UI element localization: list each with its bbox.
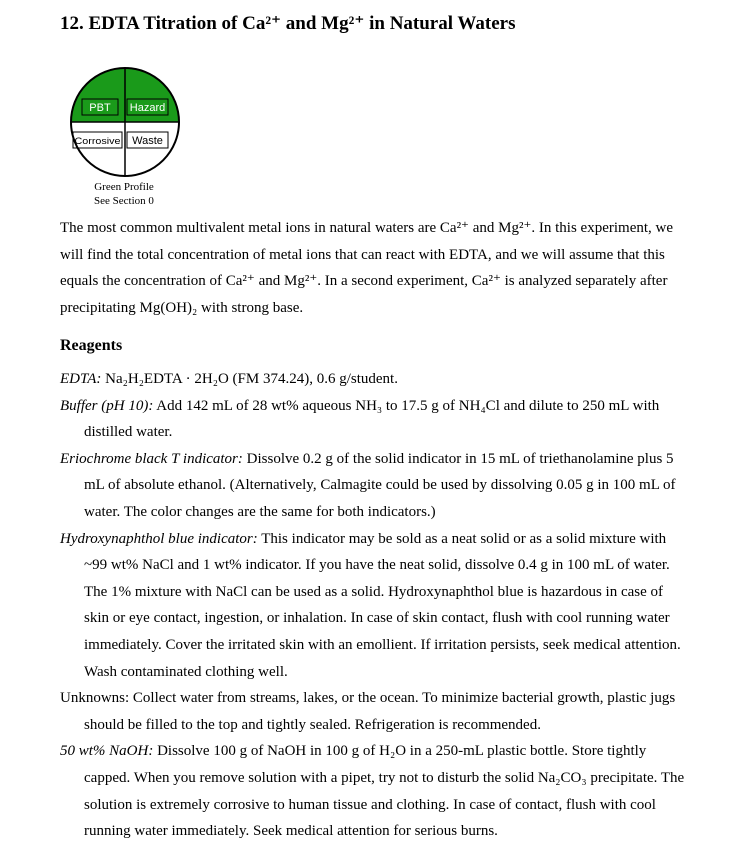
quadrant-label-waste: Waste (132, 135, 163, 147)
reagent-buffer: Buffer (pH 10): Add 142 mL of 28 wt% aqueous NH₃ to 17.5 g of NH₄Cl and dilute to 250 mL with distilled water. (60, 397, 660, 441)
reagent-hydroxynaphthol: Hydroxynaphthol blue indicator: This indicator may be sold as a neat solid or as a solid mixture with ~99 wt% NaCl and 1 wt% indicator. If you have the neat solid, dissolve 0.4 g in 100 mL of water. The 1% mixture with NaCl can be used as a solid. Hydroxynaphthol blue is hazardous in case of skin or eye contact, ingestion, or inhalation. In case of skin contact, flush with cool running water immediately. Cover the irritated skin with an emollient. If irritation persists, seek medical attention. Wash contaminated clothing well. (60, 530, 681, 680)
profile-caption: Green Profile See Section 0 (94, 181, 154, 207)
reagents-heading: Reagents (60, 337, 123, 354)
green-profile-diagram (69, 66, 181, 178)
quadrant-label-pbt: PBT (89, 102, 111, 114)
quadrant-label-corrosive: Corrosive (74, 136, 121, 147)
reagents-list (60, 366, 690, 845)
reagent-eriochrome: Eriochrome black T indicator: Dissolve 0.2 g of the solid indicator in 15 mL of triethanolamine plus 5 mL of absolute ethanol. (Alternatively, Calmagite could be used by dissolving 0.05 g in 100 mL of water. The color changes are the same for both indicators.) (60, 450, 676, 520)
reagent-edta: EDTA: Na₂H₂EDTA · 2H₂O (FM 374.24), 0.6 g/student. (60, 371, 398, 387)
page-title: 12. EDTA Titration of Ca²⁺ and Mg²⁺ in Natural Waters (60, 13, 516, 34)
quadrant-corrosive (69, 122, 125, 178)
reagent-naoh: 50 wt% NaOH: Dissolve 100 g of NaOH in 100 g of H₂O in a 250-mL plastic bottle. Store tightly capped. When you remove solution with a pipet, try not to disturb the solid Na₂CO₃ precipitate. The solution is extremely corrosive to human tissue and clothing. In case of contact, flush with cool running water immediately. Seek medical attention for serious burns. (60, 743, 685, 840)
quadrant-waste (125, 122, 181, 178)
quadrant-label-hazard: Hazard (129, 102, 166, 114)
intro-paragraph: The most common multivalent metal ions in natural waters are Ca²⁺ and Mg²⁺. In this experiment, we will find the total concentration of metal ions that can react with EDTA, and we will assume that this equals the concentration of Ca²⁺ and Mg²⁺. In a second experiment, Ca²⁺ is analyzed separately after precipitating Mg(OH)₂ with strong base. (60, 220, 674, 316)
reagent-unknowns: Unknowns: Collect water from streams, lakes, or the ocean. To minimize bacterial growth, plastic jugs should be filled to the top and tightly sealed. Refrigeration is recommended. (60, 690, 676, 733)
